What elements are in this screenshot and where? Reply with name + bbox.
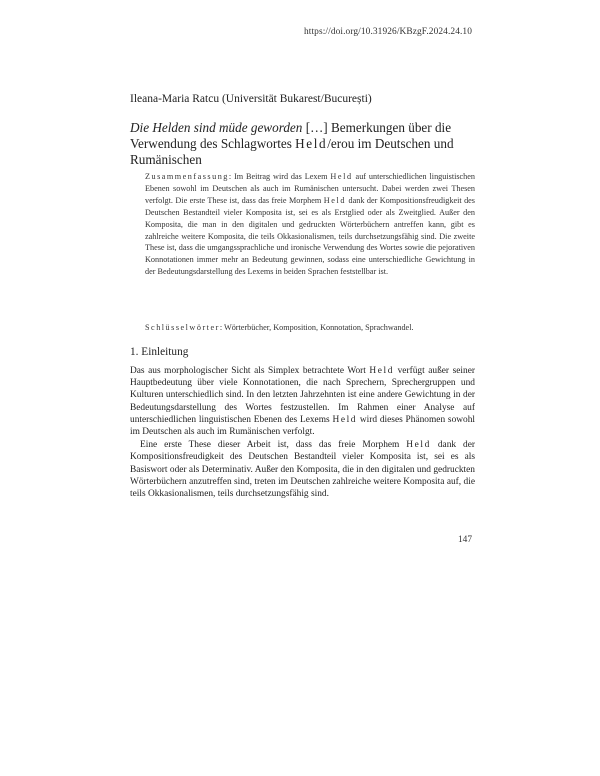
abstract-held-2: Held xyxy=(323,195,347,205)
keywords-text: : Wörterbücher, Komposition, Konnotation, Sprachwandel. xyxy=(219,323,414,332)
abstract xyxy=(145,171,475,278)
p2-held: Held xyxy=(406,440,431,451)
abstract-label: Zusammenfassung xyxy=(145,172,229,181)
section-heading: 1. Einleitung xyxy=(130,346,189,358)
title-italic-part: Die Helden sind müde geworden xyxy=(130,120,303,135)
paragraph-1 xyxy=(130,365,475,438)
abstract-held-1: Held xyxy=(330,172,353,181)
title-part: […] Bemerkungen über die Verwendung des Schlagwortes xyxy=(130,120,452,152)
p1-text-c: wird dieses Phänomen sowohl im Deutschen als auch im Rumänischen verfolgt. xyxy=(130,414,476,438)
abstract-text-3: dank der Kompositionsfreudigkeit des Deutschen Bestandteil vieler Komposita ist, sei es als Erstglied oder als Zweitglied. Außer den Komposita, die man in den digitalen und gedruckten Wörterbüchern antreffen kann, gibt es zahlreiche weitere Komposita, die teils Okkasionalismen, teils durchsetzungsfähig sind. Die zweite These ist, dass die umgangssprachliche und ironische Verwendung des Wortes sowie die pejorativen Konnotationen immer mehr an Bedeutung gewinnen, sodass eine unterschiedliche Gewichtung in der Bedeutungsdarstellung des Lexems in beiden Sprachen feststellbar ist. xyxy=(145,195,475,277)
title-keyword-held: Held xyxy=(295,136,328,152)
page-number: 147 xyxy=(457,535,472,545)
abstract-text-2: auf unterschiedlichen linguistischen Ebenen sowohl im Deutschen als auch im Rumänischen untersucht. Dabei werden zwei Thesen verfolgt. Die erste These ist, dass das freie Morphem xyxy=(145,172,476,205)
paragraph-2 xyxy=(130,439,475,500)
p1-text-b: verfügt außer seiner Hauptbedeutung über viele Konnotationen, die nach Sprechern, Sprechergruppen und Kulturen unterschiedlich sind. In den letzten Jahrzehnten ist eine andere Gewichtung in der Bedeutungsdarstellung des Wortes festzustellen. Im Rahmen einer Analyse auf unterschiedlichen linguistischen Ebenen des Lexems xyxy=(130,366,475,425)
p1-text-a: Das aus morphologischer Sicht als Simplex betrachtete Wort xyxy=(130,366,370,376)
article-title xyxy=(130,120,475,169)
author-line: Ileana-Maria Ratcu (Universität Bukarest/București) xyxy=(130,93,372,105)
keywords-label: Schlüsselwörter xyxy=(145,323,220,332)
body-text xyxy=(130,365,475,500)
keywords xyxy=(145,323,475,332)
title-end-part: /erou im Deutschen und Rumänischen xyxy=(130,136,454,168)
p1-held-1: Held xyxy=(369,366,395,376)
abstract-text-1: : Im Beitrag wird das Lexem xyxy=(228,172,331,181)
p2-text-b: dank der Kompositionsfreudigkeit des Deutschen Bestandteil vieler Komposita ist, sei es als Basiswort oder als Determinativ. Außer den Komposita, die in den digitalen und gedruckten Wörterbüchern anzutreffen sind, treten im Deutschen zahlreiche weitere Komposita auf, die teils Okkasionalismen, teils durchsetzungsfähig sind. xyxy=(130,440,475,500)
p2-text-a: Eine erste These dieser Arbeit ist, dass das freie Morphem xyxy=(140,440,407,451)
doi-link[interactable]: https://doi.org/10.31926/KBzgF.2024.24.10 xyxy=(303,27,472,37)
p1-held-2: Held xyxy=(332,414,358,425)
